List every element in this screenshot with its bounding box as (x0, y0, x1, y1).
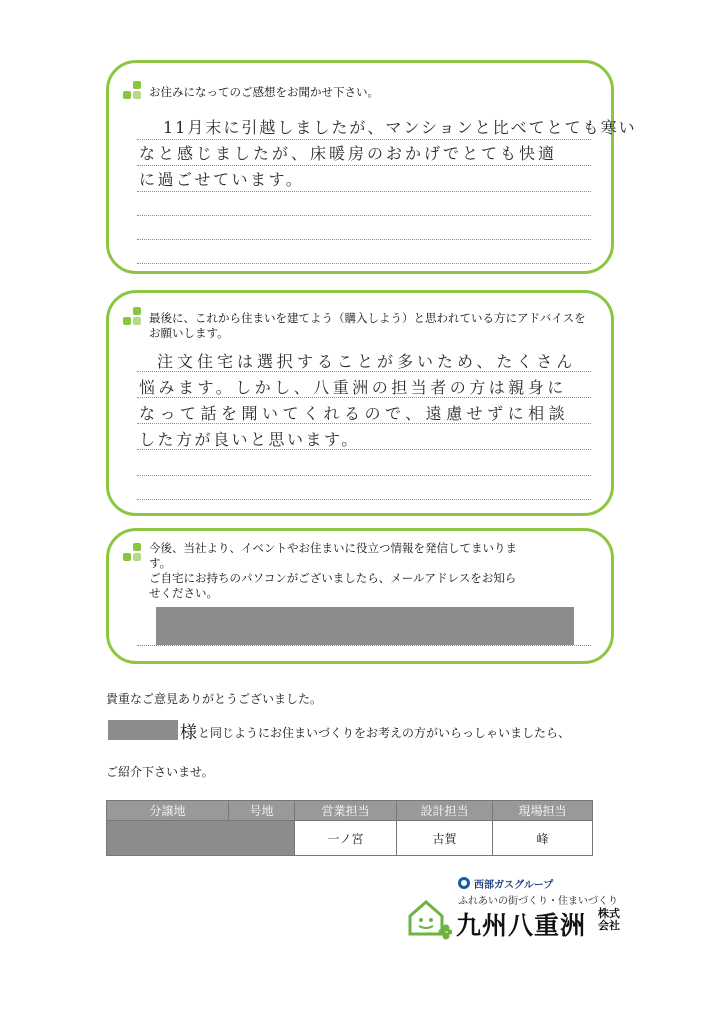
honorific-sama: 様 (180, 723, 197, 743)
header-bunjouchi: 分譲地 (107, 801, 229, 821)
referral-text-2: ご紹介下さいませ。 (106, 765, 214, 779)
redacted-lot-cell (107, 821, 295, 856)
header-sales: 営業担当 (295, 801, 397, 821)
square-bullet-icon (123, 81, 143, 101)
gas-group-icon (458, 877, 470, 889)
advice-section (106, 290, 614, 516)
impression-answer-line: 11月末に引越しましたが、マンションと比べてとても寒い (163, 118, 637, 137)
impression-question: お住みになってのご感想をお聞かせ下さい。 (149, 85, 379, 99)
square-bullet-icon (123, 307, 143, 327)
logo-tagline: ふれあいの街づくり・住まいづくり (458, 896, 618, 907)
logo-group: 西部ガスグループ (474, 880, 554, 891)
thanks-text: 貴重なご意見ありがとうございました。 (106, 692, 323, 706)
advice-question: 最後に、これから住まいを建てよう（購入しよう）と思われている方にアドバイスをお願いします。 (149, 311, 586, 340)
staff-table (106, 800, 593, 856)
header-design: 設計担当 (397, 801, 493, 821)
house-clover-icon (406, 896, 452, 942)
header-gouchi: 号地 (229, 801, 295, 821)
design-person: 古賀 (397, 821, 493, 856)
logo-company-name: 九州八重洲 (456, 911, 587, 940)
advice-answer-line: した方が良いと思います。 (139, 430, 360, 449)
email-question: 今後、当社より、イベントやお住まいに役立つ情報を発信してまいりま す。 ご自宅にお持ちのパソコンがございましたら、メールアドレスをお知ら せください。 (149, 541, 517, 600)
logo-suffix: 株式 会社 (598, 907, 620, 932)
impression-section (106, 60, 637, 274)
email-redaction (156, 607, 574, 645)
site-person: 峰 (493, 821, 593, 856)
referral-text: と同じようにお住まいづくりをお考えの方がいらっしゃいましたら、 (198, 726, 571, 740)
company-logo (406, 872, 636, 942)
sales-person: 一ノ宮 (295, 821, 397, 856)
advice-answer-line: 悩みます。しかし、八重洲の担当者の方は親身に (139, 378, 567, 397)
email-section (106, 528, 614, 664)
name-redaction (108, 720, 178, 740)
advice-answer-line: 注文住宅は選択することが多いため、たくさん (157, 352, 577, 371)
square-bullet-icon (123, 543, 143, 563)
impression-answer-line: に過ごせています。 (139, 170, 305, 189)
impression-answer-line: なと感じましたが、床暖房のおかげでとても快適 (139, 144, 558, 163)
advice-answer-line: なって話を聞いてくれるので、遠慮せずに相談 (139, 404, 570, 423)
header-site: 現場担当 (493, 801, 593, 821)
